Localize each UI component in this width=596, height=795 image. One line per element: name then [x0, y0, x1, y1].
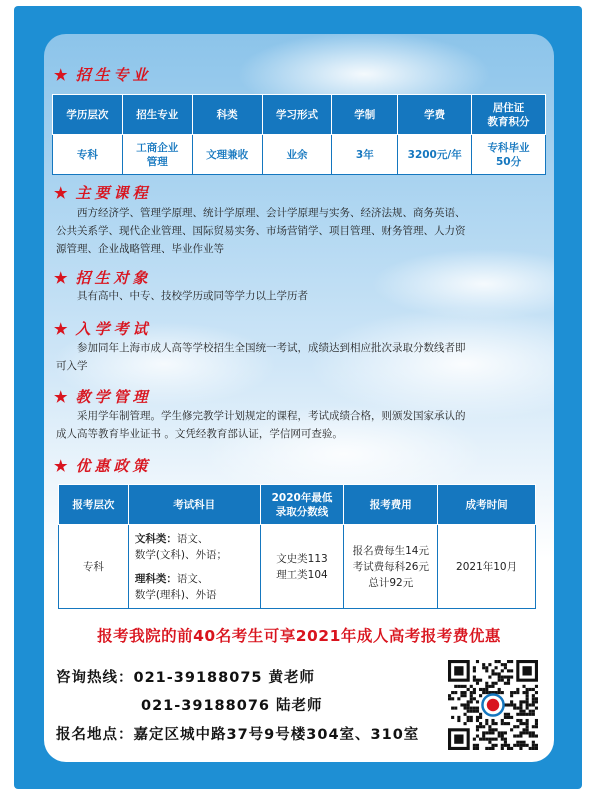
- th-points: 居住证 教育积分: [472, 95, 546, 135]
- exam-text: 参加同年上海市成人高等学校招生全国统一考试，成绩达到相应批次录取分数线者即 可入学: [56, 342, 466, 372]
- cell-duration: 3年: [332, 135, 398, 175]
- star-icon: ★: [54, 65, 72, 84]
- th-category: 科类: [192, 95, 262, 135]
- th-level: 学历层次: [53, 95, 123, 135]
- th-fees: 报考费用: [344, 485, 438, 525]
- cell-subjects: 文科类：语文、 数学(文科)、外语； 理科类：语文、 数学(理科)、外语: [128, 525, 260, 609]
- promo-banner: 报考我院的前40名考生可享2021年成人高考报考费优惠: [97, 627, 501, 645]
- th-duration: 学制: [332, 95, 398, 135]
- th-study-mode: 学习形式: [262, 95, 332, 135]
- table-row: [59, 525, 536, 609]
- cell-study-mode: 业余: [262, 135, 332, 175]
- th-min-score: 2020年最低 录取分数线: [260, 485, 344, 525]
- star-icon: ★: [54, 268, 72, 287]
- section-majors-title: ★ 招生专业: [54, 65, 152, 84]
- majors-table: [52, 94, 546, 175]
- cell-fees: 报名费每生14元 考试费每科26元 总计92元: [344, 525, 438, 609]
- cell-major: 工商企业 管理: [122, 135, 192, 175]
- section-exam-title: ★ 入学考试: [54, 319, 152, 338]
- policy-table: [58, 484, 536, 609]
- section-targets-title: ★ 招生对象: [54, 268, 152, 287]
- address: 报名地点：嘉定区城中路37号9号楼304室、310室: [56, 727, 420, 743]
- cell-tuition: 3200元/年: [398, 135, 472, 175]
- table-header-row: [59, 485, 536, 525]
- hotline-2: 021-39188076 陆老师: [141, 698, 323, 714]
- th-subjects: 考试科目: [128, 485, 260, 525]
- cell-exam-level: 专科: [59, 525, 129, 609]
- th-exam-time: 成考时间: [438, 485, 536, 525]
- management-text: 采用学年制管理。学生修完教学计划规定的课程，考试成绩合格，则颁发国家承认的 成人高等教育毕业证书 。文凭经教育部认证，学信网可查验。: [56, 410, 466, 440]
- cell-points: 专科毕业 50分: [472, 135, 546, 175]
- flyer-content: [44, 34, 554, 762]
- section-policy-title: ★ 优惠政策: [54, 456, 152, 475]
- qr-code-icon[interactable]: [448, 660, 538, 750]
- cell-exam-time: 2021年10月: [438, 525, 536, 609]
- th-major: 招生专业: [122, 95, 192, 135]
- cell-level: 专科: [53, 135, 123, 175]
- cell-category: 文理兼收: [192, 135, 262, 175]
- table-row: [53, 135, 546, 175]
- th-exam-level: 报考层次: [59, 485, 129, 525]
- star-icon: ★: [54, 456, 72, 475]
- targets-text: 具有高中、中专、技校学历或同等学力以上学历者: [77, 290, 308, 302]
- hotline-1: 咨询热线：021-39188075 黄老师: [56, 670, 316, 686]
- section-courses-title: ★ 主要课程: [54, 183, 152, 202]
- cell-min-score: 文史类113 理工类104: [260, 525, 344, 609]
- table-header-row: [53, 95, 546, 135]
- star-icon: ★: [54, 319, 72, 338]
- star-icon: ★: [54, 387, 72, 406]
- section-management-title: ★ 教学管理: [54, 387, 152, 406]
- star-icon: ★: [54, 183, 72, 202]
- th-tuition: 学费: [398, 95, 472, 135]
- courses-text: 西方经济学、管理学原理、统计学原理、会计学原理与实务、经济法规、商务英语、 公共关系学、现代企业管理、国际贸易实务、市场营销学、项目管理、财务管理、人力资 源管理、企业战略管理、毕业作业等: [56, 207, 466, 255]
